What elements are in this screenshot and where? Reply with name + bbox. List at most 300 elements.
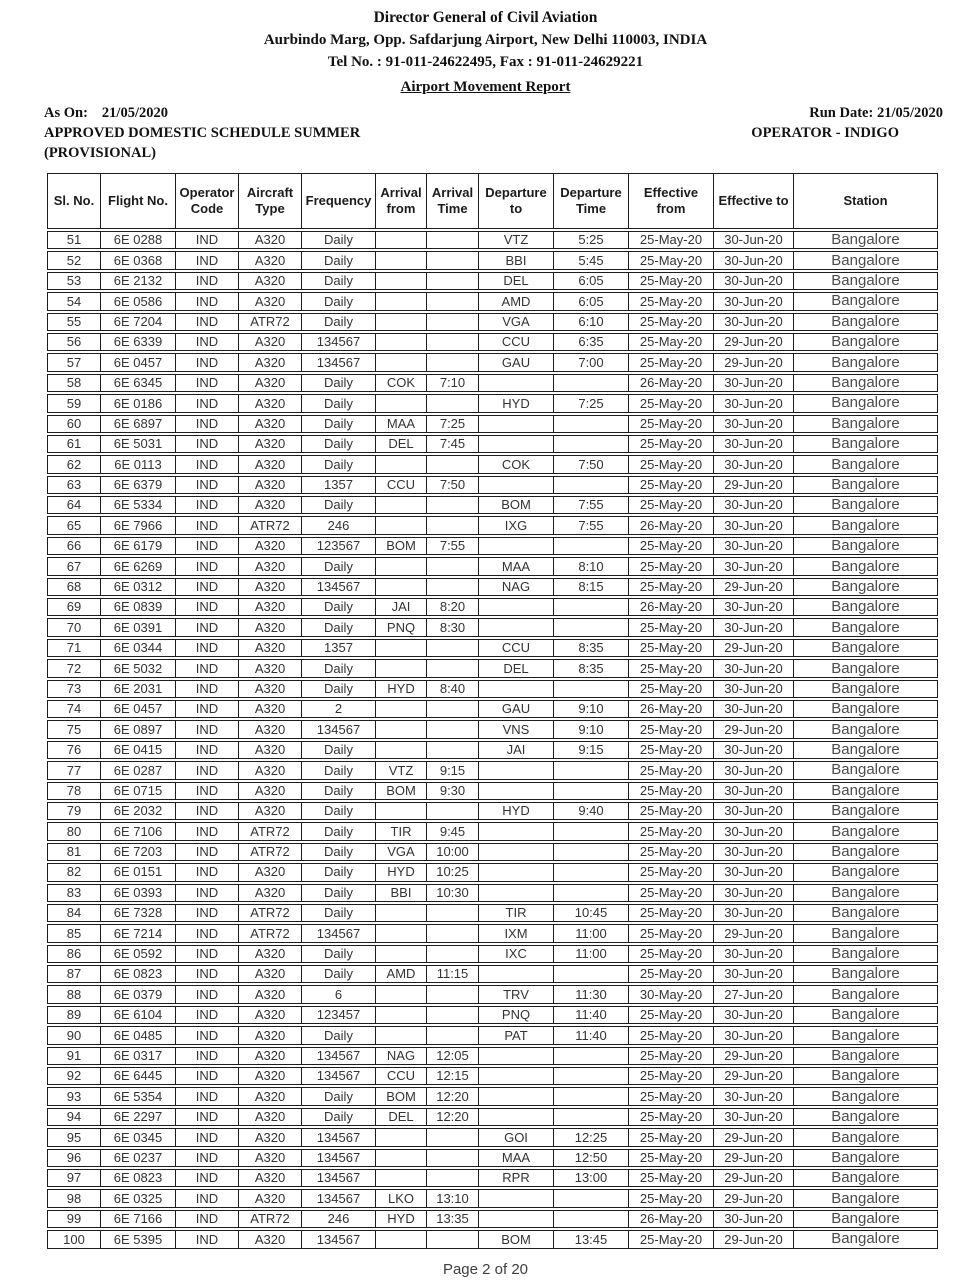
column-header: Sl. No. [47,173,101,229]
cell: Bangalore [794,496,938,514]
cell: 1357 [302,639,376,657]
cell: 7:45 [427,435,479,453]
cell: A320 [239,578,302,596]
cell: 79 [47,802,101,820]
cell: Bangalore [794,863,938,881]
cell: Bangalore [794,802,938,820]
table-row [47,884,938,902]
cell: 30-Jun-20 [714,782,794,800]
cell: ATR72 [239,924,302,942]
cell: 6E 0345 [101,1128,176,1146]
cell: IND [176,822,239,840]
cell: A320 [239,1169,302,1187]
cell: 6E 6104 [101,1006,176,1024]
cell: A320 [239,782,302,800]
cell: 6E 6379 [101,476,176,494]
cell: 9:30 [427,782,479,800]
cell: 30-Jun-20 [714,435,794,453]
cell: JAI [479,741,554,759]
cell [427,904,479,922]
cell: A320 [239,1189,302,1207]
cell: VTZ [479,231,554,249]
cell: 25-May-20 [629,884,714,902]
cell: IND [176,251,239,269]
cell: 6E 7106 [101,822,176,840]
cell: 87 [47,965,101,983]
cell: 30-Jun-20 [714,272,794,290]
cell: IND [176,1047,239,1065]
cell: 25-May-20 [629,720,714,738]
cell: 55 [47,313,101,331]
cell: 62 [47,455,101,473]
cell [376,272,427,290]
cell: IND [176,1087,239,1105]
cell: Daily [302,782,376,800]
cell: 30-Jun-20 [714,231,794,249]
cell: A320 [239,333,302,351]
cell: A320 [239,1108,302,1126]
cell [427,639,479,657]
cell: BOM [376,1087,427,1105]
cell: 13:10 [427,1189,479,1207]
cell: Daily [302,761,376,779]
table-row [47,374,938,392]
cell: CCU [479,333,554,351]
cell: 134567 [302,1230,376,1248]
cell: 134567 [302,1128,376,1146]
cell: 7:55 [427,537,479,555]
table-row [47,578,938,596]
column-header: Departure Time [554,173,629,229]
table-row [47,1210,938,1228]
cell: LKO [376,1189,427,1207]
cell: MAA [479,1149,554,1167]
cell: 63 [47,476,101,494]
cell: 30-Jun-20 [714,965,794,983]
cell [554,537,629,555]
cell: 11:40 [554,1006,629,1024]
cell: 26-May-20 [629,598,714,616]
cell: IND [176,1169,239,1187]
table-row [47,822,938,840]
cell: 99 [47,1210,101,1228]
cell: 6E 0415 [101,741,176,759]
cell: Daily [302,455,376,473]
cell: IND [176,272,239,290]
cell: IND [176,1210,239,1228]
cell: Bangalore [794,353,938,371]
cell: 26-May-20 [629,1210,714,1228]
cell: Bangalore [794,435,938,453]
cell: 7:55 [554,516,629,534]
cell: A320 [239,415,302,433]
cell: 90 [47,1026,101,1044]
table-row [47,741,938,759]
table-row [47,1108,938,1126]
page-number: Page 2 of 20 [442,1260,529,1278]
cell: IXG [479,516,554,534]
cell: A320 [239,353,302,371]
cell: 30-Jun-20 [714,537,794,555]
schedule-title: APPROVED DOMESTIC SCHEDULE SUMMER [44,125,361,141]
cell: A320 [239,557,302,575]
cell: 30-Jun-20 [714,945,794,963]
cell: Daily [302,1026,376,1044]
cell: 25-May-20 [629,272,714,290]
cell: IND [176,537,239,555]
cell [479,884,554,902]
cell: 6E 7203 [101,843,176,861]
cell: 77 [47,761,101,779]
cell [479,1189,554,1207]
cell: 7:55 [554,496,629,514]
cell: 29-Jun-20 [714,1128,794,1146]
cell: 86 [47,945,101,963]
cell [427,945,479,963]
cell: 30-Jun-20 [714,904,794,922]
cell: 66 [47,537,101,555]
cell: 82 [47,863,101,881]
cell: 134567 [302,1067,376,1085]
cell: A320 [239,537,302,555]
column-header: Aircraft Type [239,173,302,229]
cell: IND [176,1230,239,1248]
cell: 25-May-20 [629,822,714,840]
cell: 30-Jun-20 [714,863,794,881]
cell [427,496,479,514]
cell: 25-May-20 [629,659,714,677]
cell: ATR72 [239,516,302,534]
cell: 134567 [302,578,376,596]
cell: 9:15 [427,761,479,779]
table-row [47,333,938,351]
cell [554,1210,629,1228]
cell: 100 [47,1230,101,1248]
cell: IND [176,1128,239,1146]
cell: IND [176,985,239,1003]
cell: 6E 7204 [101,313,176,331]
cell: 6E 0237 [101,1149,176,1167]
cell: 53 [47,272,101,290]
cell: 78 [47,782,101,800]
cell: 25-May-20 [629,761,714,779]
cell: 8:20 [427,598,479,616]
cell: 6E 6339 [101,333,176,351]
cell: Bangalore [794,884,938,902]
cell: 6E 2297 [101,1108,176,1126]
org-name: Director General of Civil Aviation [373,9,598,26]
cell: BBI [376,884,427,902]
cell: Bangalore [794,782,938,800]
cell [427,272,479,290]
cell: 9:10 [554,700,629,718]
cell [376,578,427,596]
cell: DEL [376,1108,427,1126]
cell: 29-Jun-20 [714,578,794,596]
cell [554,680,629,698]
cell: 25-May-20 [629,618,714,636]
cell: 6E 0151 [101,863,176,881]
cell: Bangalore [794,822,938,840]
cell: PNQ [479,1006,554,1024]
cell [376,1006,427,1024]
cell: 29-Jun-20 [714,1067,794,1085]
report-title: Airport Movement Report [400,79,571,95]
cell [427,353,479,371]
cell: COK [479,455,554,473]
cell: A320 [239,618,302,636]
cell: 25-May-20 [629,1230,714,1248]
document-header [0,0,971,96]
cell: 57 [47,353,101,371]
cell: IND [176,1026,239,1044]
cell: IND [176,1108,239,1126]
as-on-value: 21/05/2020 [101,105,168,121]
cell: 8:40 [427,680,479,698]
cell: A320 [239,639,302,657]
cell: 81 [47,843,101,861]
cell [479,415,554,433]
cell [376,251,427,269]
cell: BOM [376,782,427,800]
cell [427,251,479,269]
cell: 134567 [302,1047,376,1065]
cell: Daily [302,945,376,963]
cell: IND [176,231,239,249]
cell: 25-May-20 [629,251,714,269]
cell: IND [176,863,239,881]
cell: 25-May-20 [629,904,714,922]
cell: DEL [376,435,427,453]
cell: 96 [47,1149,101,1167]
cell: 134567 [302,333,376,351]
cell: 51 [47,231,101,249]
cell: A320 [239,863,302,881]
cell: 64 [47,496,101,514]
cell: HYD [479,394,554,412]
cell: IND [176,496,239,514]
cell [376,659,427,677]
cell: 25-May-20 [629,435,714,453]
cell: 5:25 [554,231,629,249]
cell: Bangalore [794,843,938,861]
cell: Bangalore [794,1149,938,1167]
table-row [47,945,938,963]
cell: 6E 0379 [101,985,176,1003]
cell: Bangalore [794,639,938,657]
cell: 10:25 [427,863,479,881]
cell: 11:30 [554,985,629,1003]
cell [376,945,427,963]
cell: 6E 0186 [101,394,176,412]
table-row [47,1026,938,1044]
cell: Daily [302,415,376,433]
cell: 6E 0592 [101,945,176,963]
cell: Daily [302,822,376,840]
cell: Bangalore [794,1189,938,1207]
cell: 6E 0317 [101,1047,176,1065]
cell: A320 [239,985,302,1003]
cell [554,822,629,840]
cell [479,782,554,800]
cell: Bangalore [794,1128,938,1146]
cell: 9:15 [554,741,629,759]
cell [479,863,554,881]
cell: A320 [239,680,302,698]
cell: 7:50 [554,455,629,473]
cell: 30-Jun-20 [714,1210,794,1228]
schedule-subtitle: (PROVISIONAL) [44,145,156,161]
cell: 83 [47,884,101,902]
cell [376,741,427,759]
cell [376,720,427,738]
cell: Bangalore [794,761,938,779]
cell: Bangalore [794,557,938,575]
cell: 30-Jun-20 [714,761,794,779]
cell: 29-Jun-20 [714,353,794,371]
cell: 11:15 [427,965,479,983]
cell [479,1047,554,1065]
cell: 25-May-20 [629,394,714,412]
cell: 30-Jun-20 [714,1108,794,1126]
cell: 134567 [302,1149,376,1167]
cell: 29-Jun-20 [714,333,794,351]
cell: 25-May-20 [629,292,714,310]
cell [376,353,427,371]
table-row [47,1087,938,1105]
cell: 6E 6269 [101,557,176,575]
cell [554,618,629,636]
cell: 25-May-20 [629,231,714,249]
cell [376,802,427,820]
cell: 6:05 [554,272,629,290]
cell: 30-Jun-20 [714,598,794,616]
cell: 6E 0457 [101,700,176,718]
cell: 6E 0312 [101,578,176,596]
cell: A320 [239,659,302,677]
cell [427,1026,479,1044]
cell: A320 [239,1087,302,1105]
cell: 6E 5032 [101,659,176,677]
table-row [47,1047,938,1065]
cell: Bangalore [794,374,938,392]
cell: Daily [302,374,376,392]
cell: 25-May-20 [629,863,714,881]
cell [427,802,479,820]
cell: Daily [302,292,376,310]
cell: 123457 [302,1006,376,1024]
cell [479,965,554,983]
cell [376,1128,427,1146]
cell: 30-Jun-20 [714,700,794,718]
column-header: Effective from [629,173,714,229]
cell: ATR72 [239,313,302,331]
cell: 88 [47,985,101,1003]
cell: BBI [479,251,554,269]
cell: 6E 7166 [101,1210,176,1228]
cell: Daily [302,965,376,983]
cell: 30-Jun-20 [714,802,794,820]
column-header: Operator Code [176,173,239,229]
cell: 12:25 [554,1128,629,1146]
cell: 2 [302,700,376,718]
cell: TRV [479,985,554,1003]
cell: 92 [47,1067,101,1085]
cell: 6 [302,985,376,1003]
cell: 30-Jun-20 [714,496,794,514]
cell: VGA [479,313,554,331]
cell [479,1067,554,1085]
table-row [47,618,938,636]
cell: 27-Jun-20 [714,985,794,1003]
cell: 25-May-20 [629,1189,714,1207]
cell: Daily [302,496,376,514]
table-container [47,171,971,1251]
cell: IXC [479,945,554,963]
cell: 30-Jun-20 [714,455,794,473]
flight-schedule-table [47,171,938,1251]
cell: 6E 0823 [101,965,176,983]
cell: 25-May-20 [629,557,714,575]
cell: 93 [47,1087,101,1105]
cell [376,292,427,310]
cell: 7:25 [554,394,629,412]
cell [376,639,427,657]
cell: 6E 5395 [101,1230,176,1248]
cell: 25-May-20 [629,353,714,371]
cell [376,1230,427,1248]
cell: Bangalore [794,720,938,738]
cell: Bangalore [794,965,938,983]
cell: 6E 2032 [101,802,176,820]
cell: IND [176,598,239,616]
table-row [47,1067,938,1085]
cell [376,557,427,575]
cell [376,516,427,534]
table-row [47,496,938,514]
cell: 80 [47,822,101,840]
cell: Bangalore [794,598,938,616]
cell [427,985,479,1003]
cell: 6E 7966 [101,516,176,534]
column-header: Arrival from [376,173,427,229]
table-row [47,557,938,575]
cell: 29-Jun-20 [714,1047,794,1065]
cell: Daily [302,598,376,616]
cell: VTZ [376,761,427,779]
cell: 6E 2031 [101,680,176,698]
cell: 72 [47,659,101,677]
table-row [47,863,938,881]
cell: 30-Jun-20 [714,1026,794,1044]
cell: TIR [376,822,427,840]
cell: 29-Jun-20 [714,924,794,942]
cell: Daily [302,231,376,249]
cell: TIR [479,904,554,922]
run-date-value: 21/05/2020 [876,105,943,121]
cell: ATR72 [239,843,302,861]
cell: Bangalore [794,924,938,942]
table-row [47,720,938,738]
cell [479,1087,554,1105]
cell [427,455,479,473]
as-on [44,103,168,123]
cell: Bangalore [794,1108,938,1126]
table-row [47,924,938,942]
cell: IND [176,884,239,902]
cell: PNQ [376,618,427,636]
cell: 5:45 [554,251,629,269]
